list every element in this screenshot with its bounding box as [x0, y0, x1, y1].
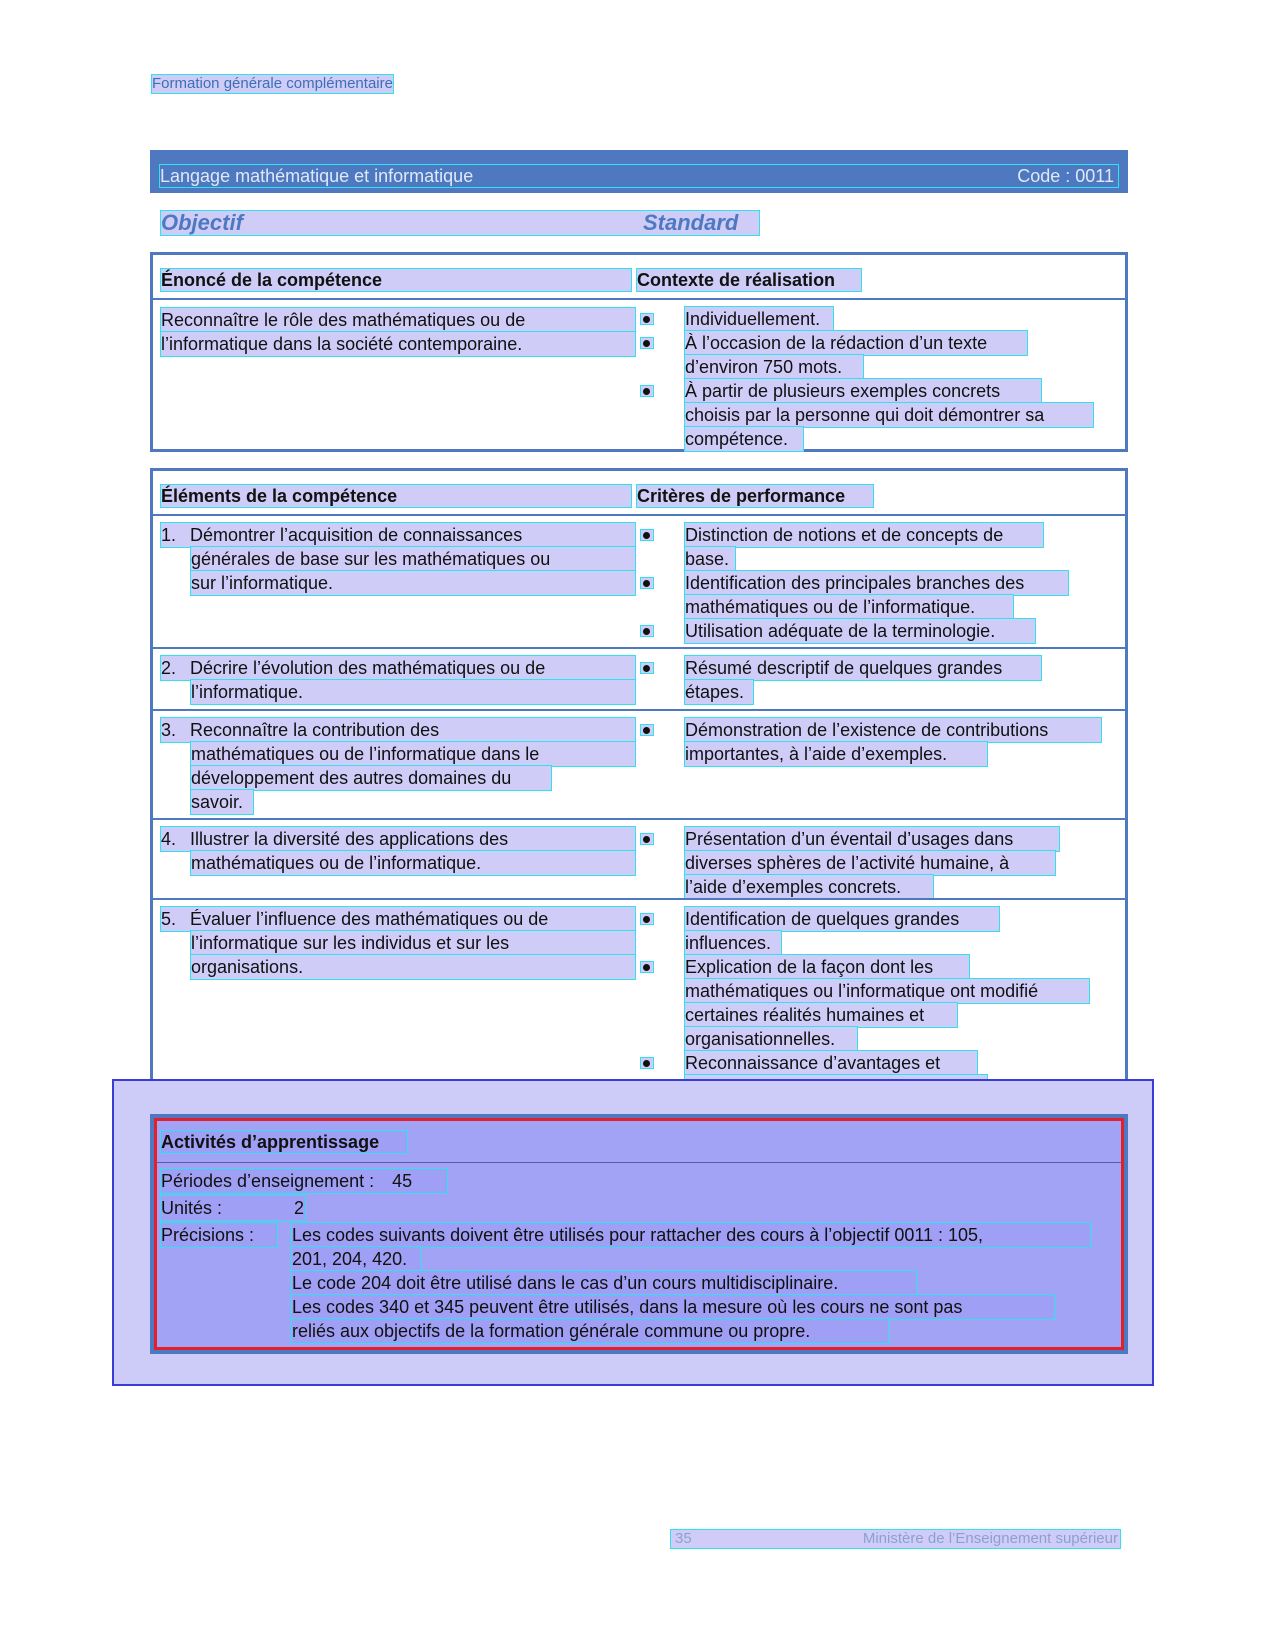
element-line: l’informatique. [191, 680, 635, 704]
criterion [685, 827, 1059, 899]
criterion-line: Démonstration de l’existence de contributions [685, 718, 1101, 742]
row-divider [153, 818, 1125, 820]
element-3 [161, 718, 635, 814]
precisions-line: 201, 204, 420. [292, 1247, 420, 1271]
course-title: Langage mathématique et informatique [160, 166, 474, 186]
element-line: développement des autres domaines du [191, 766, 551, 790]
precisions-line: Le code 204 doit être utilisé dans le cas d’un cours multidisciplinaire. [292, 1271, 916, 1295]
criterion-line: Reconnaissance d’avantages et [685, 1051, 977, 1075]
element-number: 4. [161, 829, 177, 849]
periodes-row [161, 1169, 447, 1193]
element-line: Reconnaître la contribution des [190, 720, 440, 740]
elements-table [150, 468, 1128, 1094]
row-divider [153, 298, 1125, 300]
bullet-icon [641, 578, 653, 588]
criterion-line: mathématiques ou de l’informatique. [685, 595, 1013, 619]
criterion [685, 907, 999, 955]
bullet-icon [641, 725, 653, 735]
unites-value: 2 [294, 1198, 305, 1218]
enonce-line: l’informatique dans la société contemporaine. [161, 332, 635, 356]
precisions-line: Les codes suivants doivent être utilisés pour rattacher des cours à l’objectif 0011 : 105, [292, 1223, 1090, 1247]
element-line: savoir. [191, 790, 253, 814]
criterion-line: Présentation d’un éventail d’usages dans [685, 827, 1059, 851]
element-line: Démontrer l’acquisition de connaissances [190, 525, 523, 545]
element-1 [161, 523, 635, 595]
bullet-icon [641, 1058, 653, 1068]
ministry-name: Ministère de l’Enseignement supérieur [862, 1530, 1118, 1547]
element-2 [161, 656, 635, 704]
precisions-label: Précisions : [161, 1223, 277, 1247]
criterion-line: Distinction de notions et de concepts de [685, 523, 1043, 547]
element-number: 3. [161, 720, 177, 740]
enonce-header: Énoncé de la compétence [161, 269, 631, 291]
criterion [685, 656, 1041, 704]
element-line: l’informatique sur les individus et sur les [191, 931, 635, 955]
criterion-line: mathématiques ou l’informatique ont modifié [685, 979, 1089, 1003]
criterion-line: Utilisation adéquate de la terminologie. [685, 619, 1035, 643]
bullet-icon [641, 834, 653, 844]
criterion [685, 523, 1043, 571]
element-number: 5. [161, 909, 177, 929]
running-header: Formation générale complémentaire [152, 75, 393, 92]
row-divider [153, 514, 1125, 516]
enonce-line: Reconnaître le rôle des mathématiques ou de [161, 308, 635, 332]
objectif-standard-row [161, 211, 759, 235]
bullet-icon [641, 386, 653, 396]
course-code: Code : 0011 [1017, 166, 1114, 186]
criterion-line: influences. [685, 931, 781, 955]
bullet-icon [641, 663, 653, 673]
activities-inner [154, 1118, 1124, 1350]
criterion-line: organisationnelles. [685, 1027, 857, 1051]
criterion [685, 571, 1068, 619]
page-number: 35 [675, 1530, 692, 1547]
row-divider [153, 709, 1125, 711]
element-5 [161, 907, 635, 979]
criterion-line: Résumé descriptif de quelques grandes [685, 656, 1041, 680]
activities-box [150, 1114, 1128, 1354]
contexte-line: choisis par la personne qui doit démontrer sa [685, 403, 1093, 427]
bullet-icon [641, 914, 653, 924]
row-divider [153, 898, 1125, 900]
page-footer [671, 1530, 1120, 1548]
title-bar [150, 150, 1128, 193]
criterion-line: Explication de la façon dont les [685, 955, 969, 979]
element-line: Décrire l’évolution des mathématiques ou de [190, 658, 546, 678]
contexte-line: À l’occasion de la rédaction d’un texte [685, 331, 1027, 355]
contexte-line: d’environ 750 mots. [685, 355, 863, 379]
unites-row [161, 1196, 305, 1220]
contexte-item [685, 331, 1027, 379]
row-divider [153, 647, 1125, 649]
criterion [685, 955, 1089, 1051]
criterion-line: l’aide d’exemples concrets. [685, 875, 933, 899]
objectif-label: Objectif [161, 210, 243, 235]
criterion-line: importantes, à l’aide d’exemples. [685, 742, 987, 766]
criterion-line: Identification de quelques grandes [685, 907, 999, 931]
precisions-label-row [161, 1223, 277, 1247]
precisions-line: reliés aux objectifs de la formation générale commune ou propre. [292, 1319, 888, 1343]
criterion-line: certaines réalités humaines et [685, 1003, 957, 1027]
element-line: Évaluer l’influence des mathématiques ou de [190, 909, 549, 929]
unites-label: Unités : [161, 1198, 223, 1218]
contexte-line: compétence. [685, 427, 803, 451]
activities-title: Activités d’apprentissage [161, 1131, 407, 1153]
element-line: mathématiques ou de l’informatique dans le [191, 742, 635, 766]
elements-header: Éléments de la compétence [161, 485, 631, 507]
element-4 [161, 827, 635, 875]
element-line: sur l’informatique. [191, 571, 635, 595]
bullet-icon [641, 626, 653, 636]
periodes-label: Périodes d’enseignement : [161, 1171, 375, 1191]
element-line: mathématiques ou de l’informatique. [191, 851, 635, 875]
contexte-header: Contexte de réalisation [637, 269, 861, 291]
element-line: générales de base sur les mathématiques ou [191, 547, 635, 571]
standard-label: Standard [643, 210, 739, 235]
bullet-icon [641, 962, 653, 972]
precisions-line: Les codes 340 et 345 peuvent être utilisés, dans la mesure où les cours ne sont pas [292, 1295, 1054, 1319]
contexte-item [685, 379, 1093, 451]
element-line: organisations. [191, 955, 635, 979]
periodes-value: 45 [392, 1171, 413, 1191]
competence-table [150, 252, 1128, 452]
bullet-icon [641, 314, 653, 324]
criterion [685, 718, 1101, 766]
element-number: 1. [161, 525, 177, 545]
bullet-icon [641, 338, 653, 348]
contexte-line: Individuellement. [685, 307, 833, 331]
element-number: 2. [161, 658, 177, 678]
criterion-line: Identification des principales branches des [685, 571, 1068, 595]
criterion-line: diverses sphères de l’activité humaine, à [685, 851, 1055, 875]
title-bar-inner [160, 165, 1118, 187]
element-line: Illustrer la diversité des applications des [190, 829, 509, 849]
criteres-header: Critères de performance [637, 485, 873, 507]
criterion-line: base. [685, 547, 735, 571]
precisions-text [292, 1223, 1090, 1343]
contexte-line: À partir de plusieurs exemples concrets [685, 379, 1041, 403]
criterion [685, 619, 1035, 643]
activities-divider [157, 1162, 1121, 1163]
enonce-text [161, 308, 635, 356]
criterion-line: étapes. [685, 680, 753, 704]
contexte-item [685, 307, 833, 331]
bullet-icon [641, 530, 653, 540]
